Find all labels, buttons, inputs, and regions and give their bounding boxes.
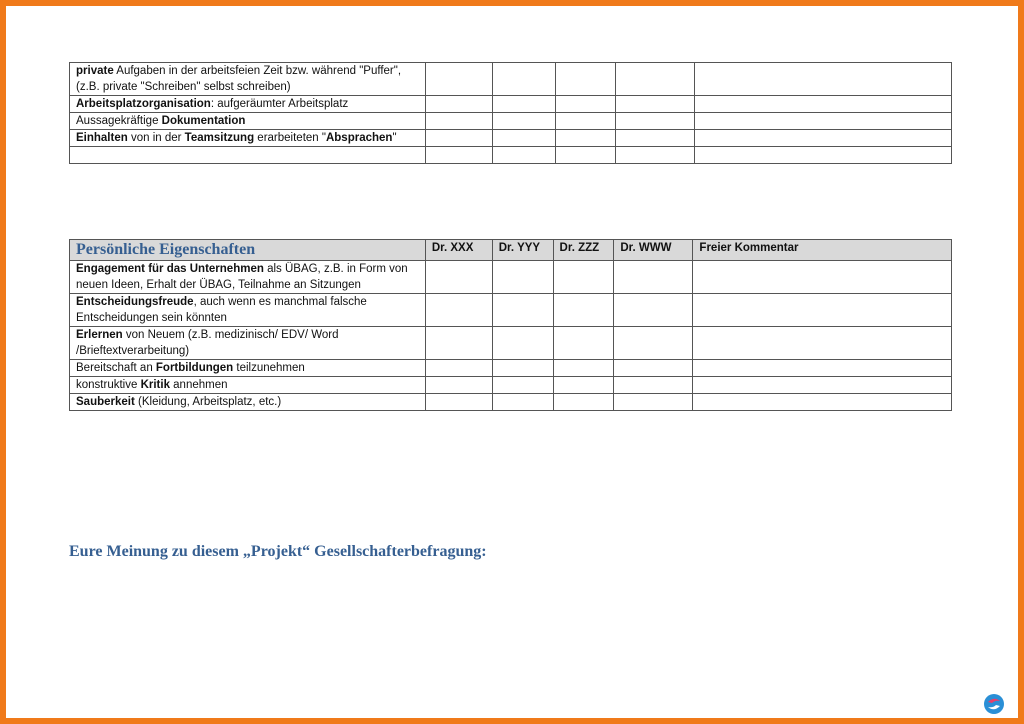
criterion-text: Aussagekräftige [76, 115, 162, 127]
swirl-logo-icon [983, 693, 1005, 715]
criterion-text: erarbeiteten " [254, 132, 326, 144]
rating-cell[interactable] [492, 130, 555, 147]
criterion-keyword: Teamsitzung [184, 132, 255, 144]
column-header: Dr. WWW [614, 240, 693, 261]
rating-cell[interactable] [695, 147, 952, 164]
rating-cell[interactable] [616, 113, 695, 130]
rating-cell[interactable] [425, 327, 492, 360]
criterion-keyword: Dokumentation [161, 115, 246, 127]
rating-cell[interactable] [425, 96, 492, 113]
criterion-text: (Kleidung, Arbeitsplatz, etc.) [134, 396, 282, 408]
table-row [70, 394, 952, 411]
table-row [70, 377, 952, 394]
table-row [70, 327, 952, 360]
criterion-text: " [392, 132, 397, 144]
rating-cell[interactable] [553, 327, 614, 360]
rating-cell[interactable] [492, 113, 555, 130]
criterion-keyword: Engagement für das Unternehmen [76, 263, 264, 275]
rating-cell[interactable] [555, 113, 616, 130]
criterion-label [70, 96, 426, 113]
rating-cell[interactable] [616, 130, 695, 147]
rating-cell[interactable] [555, 147, 616, 164]
rating-cell[interactable] [492, 96, 555, 113]
rating-cell[interactable] [614, 394, 693, 411]
criterion-label [70, 113, 426, 130]
criterion-text: teilzunehmen [233, 362, 305, 374]
criterion-text: annehmen [169, 379, 228, 391]
criterion-text: konstruktive [76, 379, 141, 391]
section-title: Persönliche Eigenschaften [70, 240, 426, 261]
criterion-keyword: Kritik [140, 379, 170, 391]
rating-cell[interactable] [555, 130, 616, 147]
rating-cell[interactable] [492, 147, 555, 164]
table-row [70, 147, 952, 164]
rating-cell[interactable] [614, 294, 693, 327]
rating-cell[interactable] [492, 327, 553, 360]
rating-cell[interactable] [553, 377, 614, 394]
rating-cell[interactable] [425, 113, 492, 130]
rating-cell[interactable] [693, 294, 952, 327]
rating-cell[interactable] [614, 377, 693, 394]
table-row [70, 130, 952, 147]
rating-cell[interactable] [425, 394, 492, 411]
rating-cell[interactable] [616, 96, 695, 113]
rating-cell[interactable] [492, 360, 553, 377]
criterion-label [70, 63, 426, 96]
table-header-row [70, 240, 952, 261]
rating-cell[interactable] [614, 360, 693, 377]
criterion-label [70, 294, 426, 327]
rating-cell[interactable] [492, 63, 555, 96]
personal-traits-table [69, 239, 952, 411]
criterion-label [70, 130, 426, 147]
rating-cell[interactable] [695, 63, 952, 96]
rating-cell[interactable] [553, 261, 614, 294]
rating-cell[interactable] [425, 377, 492, 394]
rating-cell[interactable] [695, 96, 952, 113]
criteria-table-continued [69, 62, 952, 164]
table-row [70, 96, 952, 113]
criterion-label [70, 147, 426, 164]
criterion-text: von Neuem (z.B. medizinisch/ EDV/ Word /Brieftextverarbeitung) [76, 329, 339, 357]
criterion-keyword: Entscheidungsfreude [76, 296, 194, 308]
table-row [70, 294, 952, 327]
column-header: Freier Kommentar [693, 240, 952, 261]
feedback-heading: Eure Meinung zu diesem „Projekt“ Gesellschafterbefragung: [69, 543, 487, 560]
criterion-label [70, 394, 426, 411]
criterion-text: Bereitschaft an [76, 362, 156, 374]
criterion-keyword: Fortbildungen [155, 362, 234, 374]
criterion-label [70, 377, 426, 394]
criterion-keyword: Erlernen [76, 329, 123, 341]
rating-cell[interactable] [425, 63, 492, 96]
table-row [70, 63, 952, 96]
rating-cell[interactable] [425, 294, 492, 327]
criterion-keyword: Absprachen [325, 132, 393, 144]
column-header: Dr. YYY [492, 240, 553, 261]
criterion-keyword: Arbeitsplatzorganisation [76, 98, 211, 110]
criterion-label [70, 360, 426, 377]
criterion-label [70, 327, 426, 360]
rating-cell[interactable] [614, 327, 693, 360]
rating-cell[interactable] [616, 63, 695, 96]
column-header: Dr. ZZZ [553, 240, 614, 261]
criterion-keyword: private [76, 65, 114, 77]
rating-cell[interactable] [425, 360, 492, 377]
rating-cell[interactable] [693, 360, 952, 377]
rating-cell[interactable] [555, 96, 616, 113]
rating-cell[interactable] [553, 294, 614, 327]
column-header: Dr. XXX [425, 240, 492, 261]
rating-cell[interactable] [693, 394, 952, 411]
criterion-text: von in der [127, 132, 185, 144]
criterion-keyword: Einhalten [76, 132, 128, 144]
rating-cell[interactable] [492, 294, 553, 327]
rating-cell[interactable] [695, 130, 952, 147]
criterion-label [70, 261, 426, 294]
rating-cell[interactable] [492, 261, 553, 294]
criterion-text: , auch wenn es manchmal falsche Entscheidungen sein könnten [76, 296, 367, 324]
rating-cell[interactable] [693, 327, 952, 360]
rating-cell[interactable] [693, 261, 952, 294]
table-row [70, 261, 952, 294]
criterion-text: : aufgeräumter Arbeitsplatz [210, 98, 349, 110]
rating-cell[interactable] [616, 147, 695, 164]
table-row [70, 360, 952, 377]
rating-cell[interactable] [492, 394, 553, 411]
rating-cell[interactable] [614, 261, 693, 294]
rating-cell[interactable] [492, 377, 553, 394]
rating-cell[interactable] [553, 360, 614, 377]
criterion-text: als ÜBAG, z.B. in Form von neuen Ideen, Erhalt der ÜBAG, Teilnahme an Sitzungen [76, 263, 408, 291]
rating-cell[interactable] [425, 147, 492, 164]
table-row [70, 113, 952, 130]
rating-cell[interactable] [555, 63, 616, 96]
criterion-text: Aufgaben in der arbeitsfeien Zeit bzw. während "Puffer", (z.B. private "Schreiben" selbst schreiben) [76, 65, 402, 93]
rating-cell[interactable] [693, 377, 952, 394]
rating-cell[interactable] [425, 261, 492, 294]
rating-cell[interactable] [695, 113, 952, 130]
rating-cell[interactable] [553, 394, 614, 411]
criterion-keyword: Sauberkeit [76, 396, 135, 408]
rating-cell[interactable] [425, 130, 492, 147]
